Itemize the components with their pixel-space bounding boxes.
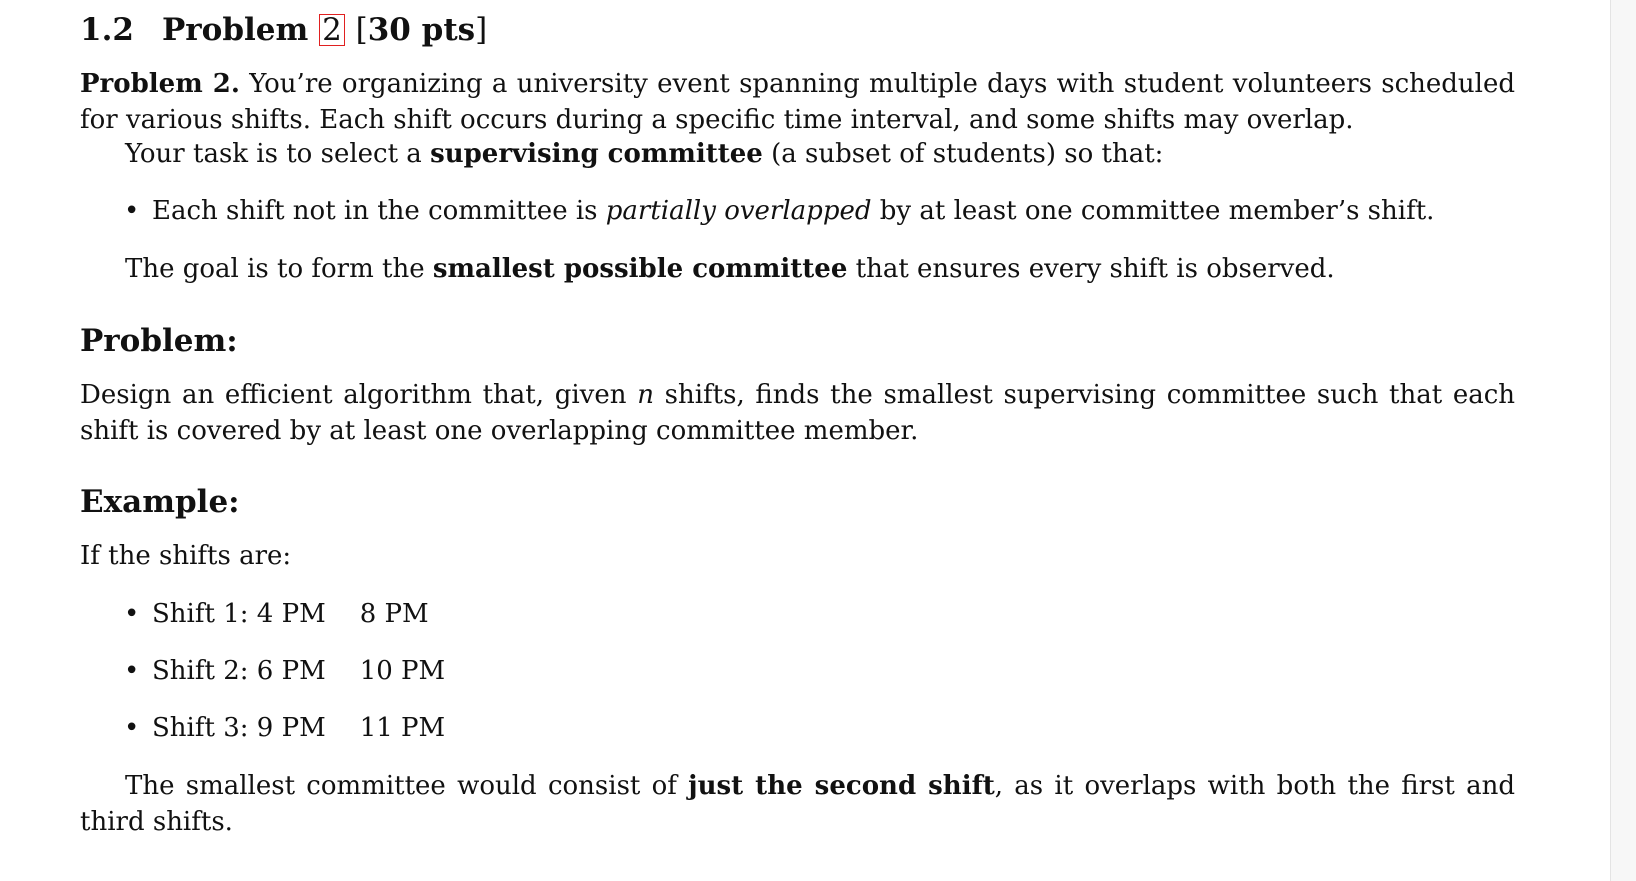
bullet-icon: • <box>124 713 140 743</box>
problem-heading: Problem: <box>80 323 238 359</box>
conclusion-before: The smallest committee would consist of <box>125 771 677 801</box>
task-text-before: Your task is to select a <box>125 139 422 169</box>
conclusion-after: , as it overlaps with both the first and third shifts. <box>80 771 1515 837</box>
shift-label: Shift 1: 4 PM <box>152 599 326 629</box>
shift-end: 11 PM <box>359 713 446 743</box>
shift-end: 10 PM <box>359 656 446 686</box>
problem-reference-link[interactable]: 2 <box>319 14 345 46</box>
problem-label: Problem 2. <box>80 69 240 99</box>
goal-paragraph <box>80 251 1515 287</box>
task-text-after: (a subset of students) so that: <box>771 139 1164 169</box>
intro-paragraph <box>80 66 1515 138</box>
bullet-icon: • <box>124 196 140 226</box>
intro-text: You’re organizing a university event spanning multiple days with student volunteers scheduled for various shifts. Each shift occurs during a specific time interval, and some shifts may overlap. <box>80 69 1515 135</box>
conclusion-bold: just the second shift <box>688 771 995 801</box>
task-paragraph <box>80 136 1515 172</box>
problem-paragraph <box>80 377 1515 449</box>
problem-after: shifts, finds the smallest supervising committee such that each shift is covered by at least one overlapping committee member. <box>80 380 1516 446</box>
shift-item <box>124 653 445 689</box>
example-lead: If the shifts are: <box>80 541 292 571</box>
goal-after: that ensures every shift is observed. <box>855 254 1335 284</box>
bullet-icon: • <box>124 656 140 686</box>
requirement-before: Each shift not in the committee is <box>152 196 598 226</box>
bullet-icon: • <box>124 599 140 629</box>
section-heading <box>80 12 487 48</box>
shift-end: 8 PM <box>359 599 429 629</box>
section-title: Problem <box>162 12 309 48</box>
shift-label: Shift 2: 6 PM <box>152 656 326 686</box>
task-bold: supervising committee <box>430 139 763 169</box>
problem-before: Design an efficient algorithm that, given <box>80 380 627 410</box>
example-heading: Example: <box>80 484 240 520</box>
requirement-item <box>124 193 1434 229</box>
points-value: 30 pts <box>367 12 476 48</box>
scrollbar-track[interactable] <box>1611 0 1636 881</box>
requirement-italic: partially overlapped <box>605 196 872 226</box>
shift-label: Shift 3: 9 PM <box>152 713 326 743</box>
requirement-after: by at least one committee member’s shift. <box>879 196 1435 226</box>
conclusion-paragraph <box>80 768 1515 840</box>
shift-item <box>124 710 445 746</box>
section-number: 1.2 <box>80 12 134 48</box>
problem-variable: n <box>637 380 654 410</box>
goal-bold: smallest possible committee <box>432 254 848 284</box>
goal-before: The goal is to form the <box>125 254 425 284</box>
shift-item <box>124 596 429 632</box>
points-label: [30 pts] <box>355 12 488 48</box>
